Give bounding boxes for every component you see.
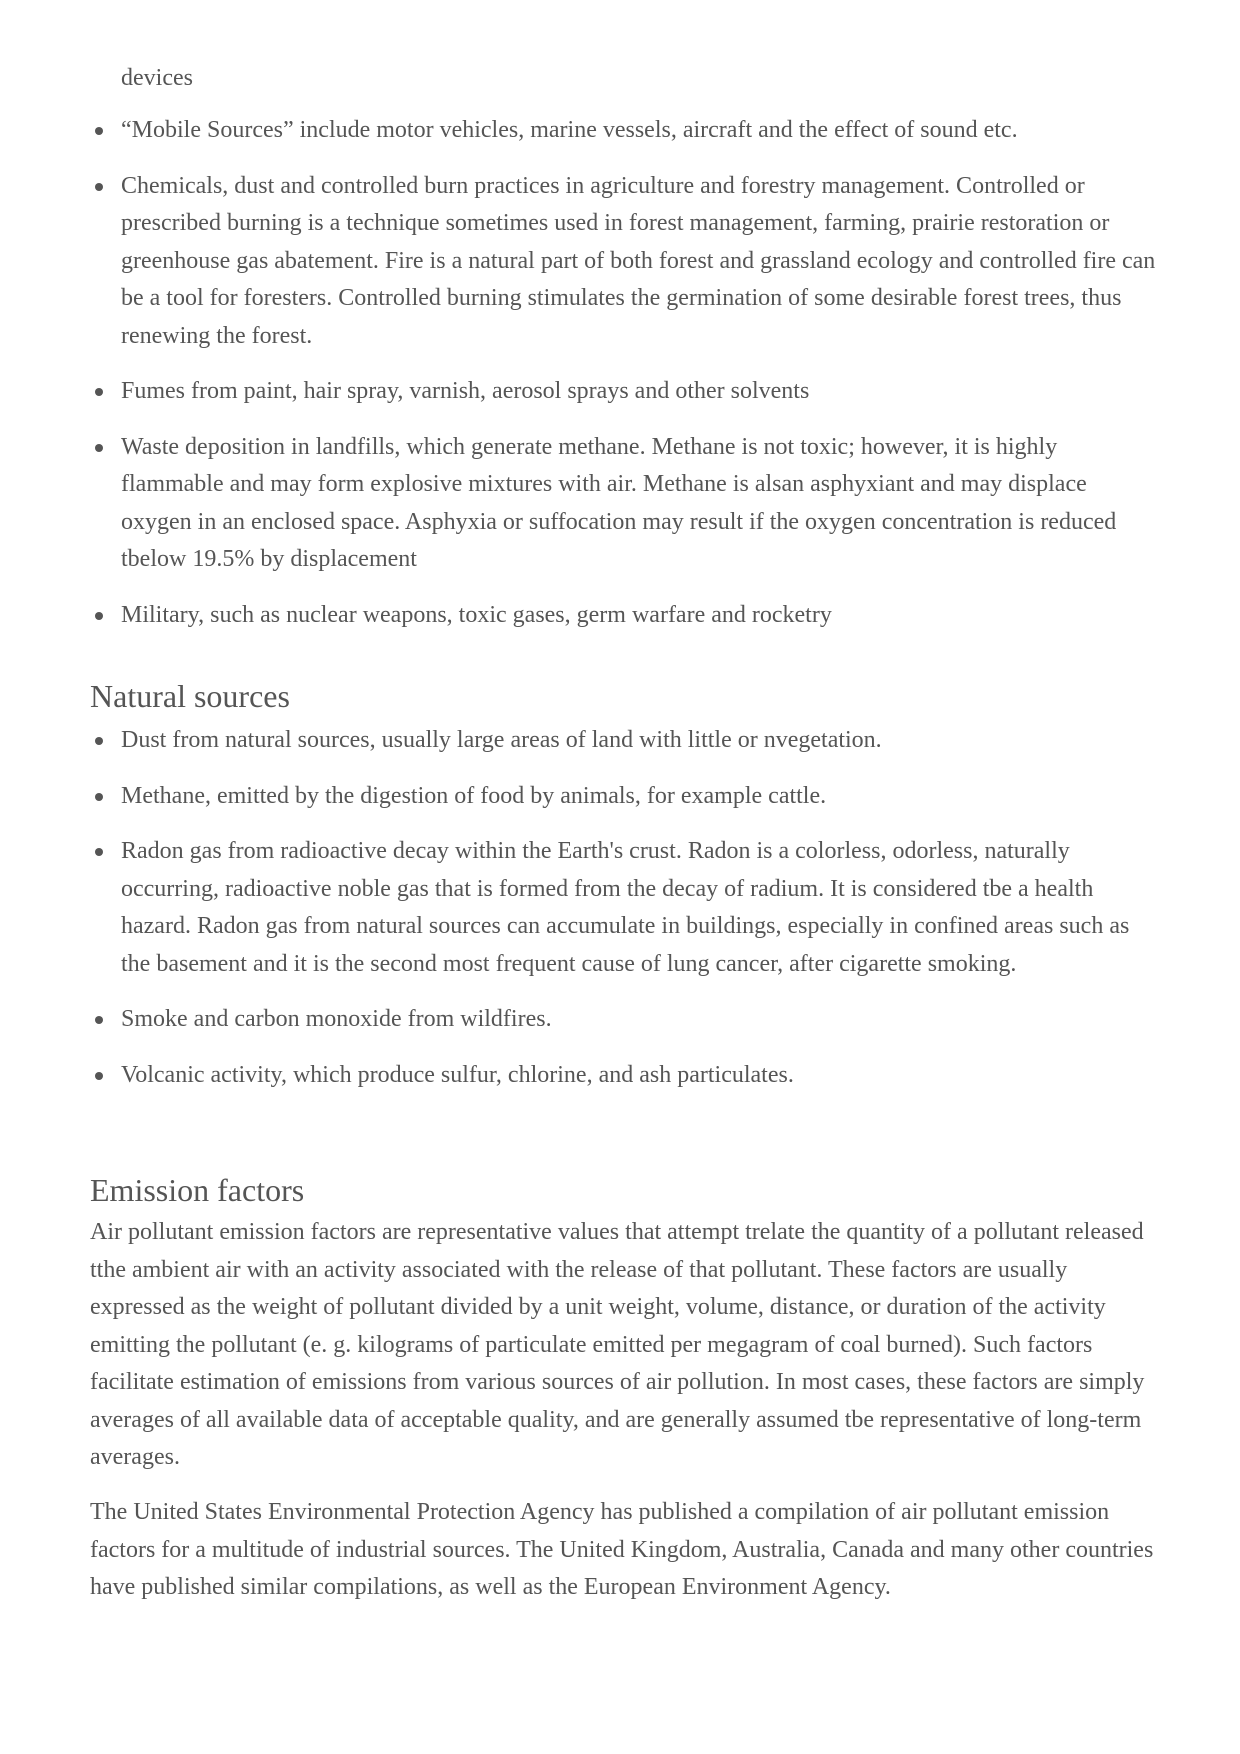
section-heading-emission-factors: Emission factors (90, 1172, 305, 1208)
list-item-text: Methane, emitted by the digestion of food by animals, for example cattle. (121, 782, 827, 809)
section-heading-natural-sources: Natural sources (90, 678, 290, 714)
bullet-icon (95, 793, 103, 801)
list-item (90, 833, 1160, 983)
bullet-icon (95, 127, 103, 135)
list-item (90, 597, 1160, 635)
bullet-icon (95, 1016, 103, 1024)
list-item (90, 1001, 1160, 1039)
list-item-text: Military, such as nuclear weapons, toxic gases, germ warfare and rocketry (121, 601, 832, 628)
list-item-text: Volcanic activity, which produce sulfur, chlorine, and ash particulates. (121, 1061, 794, 1088)
bullet-icon (95, 388, 103, 396)
list-item (90, 168, 1160, 356)
bullet-icon (95, 737, 103, 745)
bullet-icon (95, 612, 103, 620)
bullet-icon (95, 183, 103, 191)
list-item (90, 722, 1160, 760)
bullet-icon (95, 848, 103, 856)
list-item (90, 429, 1160, 579)
list-item-text: Radon gas from radioactive decay within the Earth's crust. Radon is a colorless, odorless, naturally occurring, radioactive noble gas that is formed from the decay of radium. It is considered tbe a health hazard. Radon gas from natural sources can accumulate in buildings, especially in confined areas such as the basement and it is the second most frequent cause of lung cancer, after cigarette smoking. (121, 838, 1130, 977)
emission-factors-paragraph-2: The United States Environmental Protection Agency has published a compilation of air pollutant emission factors for a multitude of industrial sources. The United Kingdom, Australia, Canada and many other countries have published similar compilations, as well as the European Environment Agency. (90, 1499, 1154, 1600)
emission-factors-paragraph-1: Air pollutant emission factors are representative values that attempt trelate the quantity of a pollutant released tthe ambient air with an activity associated with the release of that pollutant. These factors are usually expressed as the weight of pollutant divided by a unit weight, volume, distance, or duration of the activity emitting the pollutant (e. g. kilograms of particulate emitted per megagram of coal burned). Such factors facilitate estimation of emissions from various sources of air pollution. In most cases, these factors are simply averages of all available data of acceptable quality, and are generally assumed tbe representative of long-term averages. (90, 1219, 1145, 1470)
continuation-text: devices (121, 65, 193, 91)
list-item-text: Fumes from paint, hair spray, varnish, aerosol sprays and other solvents (121, 378, 810, 404)
bullet-icon (95, 444, 103, 452)
list-item-text: “Mobile Sources” include motor vehicles, marine vessels, aircraft and the effect of sound etc. (121, 117, 1018, 143)
list-item (90, 112, 1160, 150)
anthropogenic-sources-list (90, 112, 1160, 652)
bullet-icon (95, 1072, 103, 1080)
list-item (90, 1057, 1160, 1095)
list-item (90, 373, 1160, 411)
list-item (90, 778, 1160, 816)
list-item-text: Smoke and carbon monoxide from wildfires. (121, 1006, 552, 1032)
natural-sources-list (90, 722, 1160, 1112)
list-item-text: Chemicals, dust and controlled burn practices in agriculture and forestry management. Controlled or prescribed burning is a technique sometimes used in forest management, farming, prairie restoration or greenhouse gas abatement. Fire is a natural part of both forest and grassland ecology and controlled fire can be a tool for foresters. Controlled burning stimulates the germination of some desirable forest trees, thus renewing the forest. (121, 172, 1156, 349)
list-item-text: Waste deposition in landfills, which generate methane. Methane is not toxic; however, it is highly flammable and may form explosive mixtures with air. Methane is alsan asphyxiant and may displace oxygen in an enclosed space. Asphyxia or suffocation may result if the oxygen concentration is reduced tbelow 19.5% by displacement (121, 433, 1117, 572)
list-item-text: Dust from natural sources, usually large areas of land with little or nvegetation. (121, 727, 882, 753)
